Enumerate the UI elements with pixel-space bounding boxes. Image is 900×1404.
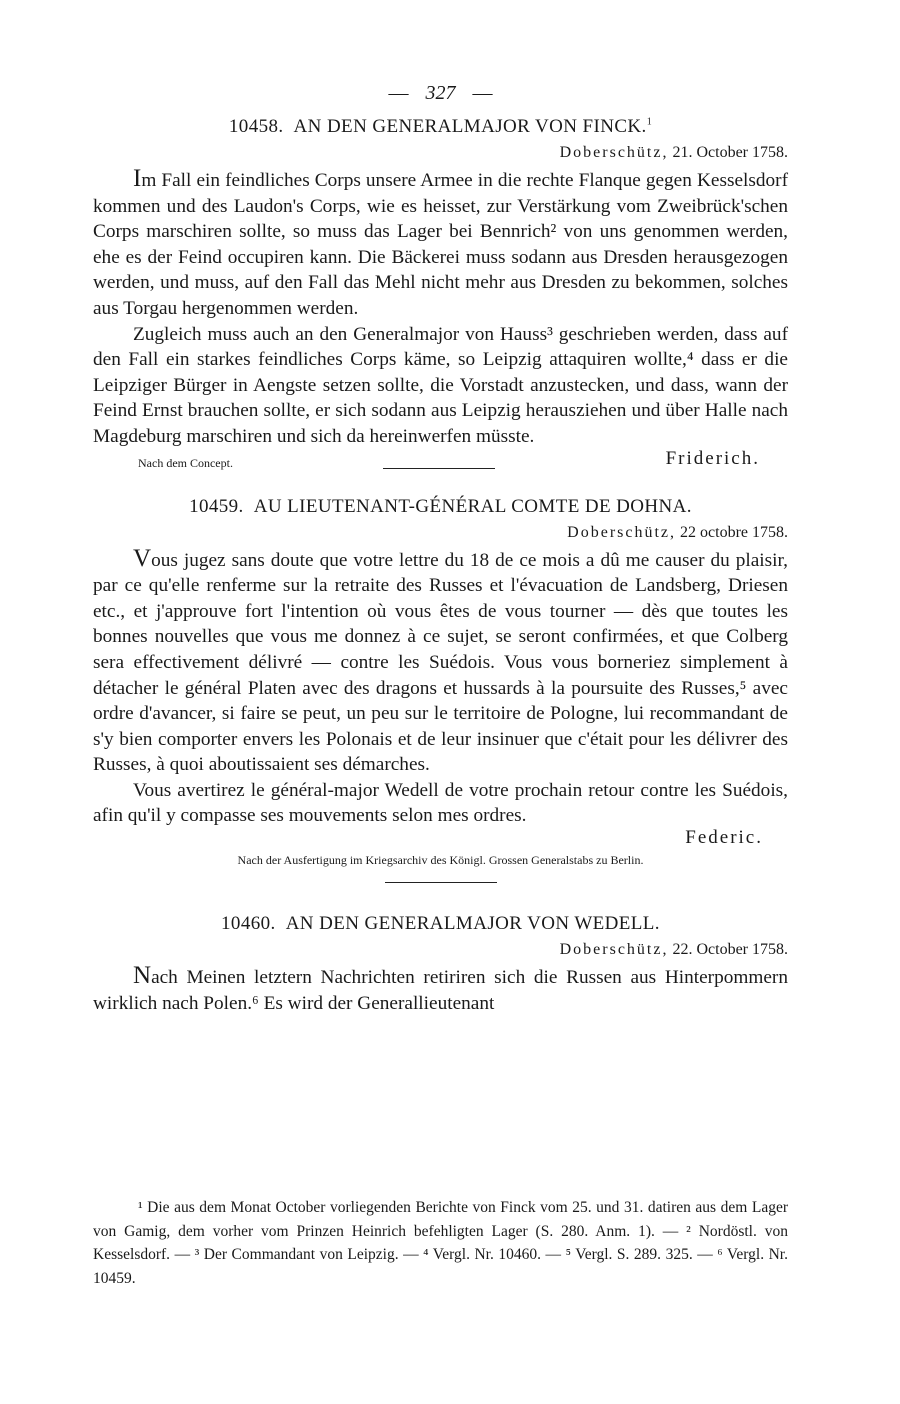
letter-heading-10459 bbox=[93, 496, 788, 518]
paragraph bbox=[93, 778, 788, 829]
paragraph bbox=[93, 166, 788, 322]
signature-line bbox=[93, 447, 788, 478]
page-body bbox=[93, 82, 788, 1016]
initial-letter: I bbox=[133, 165, 142, 192]
dateline bbox=[93, 941, 788, 959]
paragraph-text: Zugleich muss auch an den Generalmajor von Hauss³ geschrieben werden, dass auf den Fall ein starkes feindliches Corps käme, so Leipzig attaquiren wollte,⁴ dass er die Leipziger Bürger in Aengste setzen sollte, die Vorstadt anzustecken, und dass, wann der Feind Ernst brauchen sollte, er sich sodann aus Leipzig herausziehen und über Halle nach Magdeburg marschiren und sich da hereinwerfen müsste. bbox=[93, 323, 788, 447]
footnote-text: ¹ Die aus dem Monat October vorliegenden Berichte von Finck vom 25. und 31. datiren aus dem Lager von Gamig, dem vorher vom Prinzen Heinrich befehligten Lager (S. 280. Anm. 1). — ² Nordöstl. von Kesselsdorf. — ³ Der Commandant von Leipzig. — ⁴ Vergl. Nr. 10460. — ⁵ Vergl. S. 289. 325. — ⁶ Vergl. Nr. 10459. bbox=[93, 1199, 788, 1287]
section-divider bbox=[385, 882, 497, 883]
date: 22. October 1758. bbox=[672, 941, 788, 959]
place: Doberschütz, bbox=[559, 144, 669, 161]
letter-title: AN DEN GENERALMAJOR VON WEDELL. bbox=[285, 913, 660, 935]
source-note: Nach dem Concept. bbox=[138, 455, 233, 470]
paragraph bbox=[93, 963, 788, 1016]
paragraph bbox=[93, 546, 788, 778]
dateline bbox=[93, 524, 788, 542]
letter-number: 10460. bbox=[221, 913, 276, 935]
signature: Friderich. bbox=[665, 447, 760, 469]
initial-letter: N bbox=[133, 962, 152, 990]
letter-number: 10458. bbox=[228, 116, 284, 137]
paragraph-text: ach Meinen letztern Nachrichten retiriren sich die Russen aus Hinterpommern wirklich nach Polen.⁶ Es wird der Generallieutenant bbox=[93, 967, 788, 1014]
date: 21. October 1758. bbox=[672, 144, 788, 161]
folio-dash-left: — bbox=[388, 82, 409, 104]
source-note: Nach der Ausfertigung im Kriegsarchiv des Königl. Grossen Generalstabs zu Berlin. bbox=[237, 853, 644, 868]
footnote-ref: 1 bbox=[646, 116, 653, 128]
page-number: 327 bbox=[425, 82, 456, 104]
place: Doberschütz, bbox=[567, 523, 677, 541]
signature: Federic. bbox=[685, 827, 763, 849]
folio-dash-right: — bbox=[472, 82, 493, 104]
letter-heading-10460 bbox=[93, 913, 788, 935]
place: Doberschütz, bbox=[559, 941, 669, 959]
date: 22 octobre 1758. bbox=[680, 523, 788, 541]
footnotes bbox=[93, 1196, 788, 1290]
paragraph-text: Vous avertirez le général-major Wedell de votre prochain retour contre les Suédois, afin qu'il y compasse ses mouvements selon mes ordres. bbox=[93, 779, 788, 827]
paragraph-text: m Fall ein feindliches Corps unsere Armee in die rechte Flanque gegen Kesselsdorf kommen und des Laudon's Corps, wie es heisset, zur Verstärkung vom Zweibrück'schen Corps marschiren sollte, so muss das Lager bei Bennrich² von uns genommen werden, ehe es der Feind occupiren kann. Die Bäckerei muss sodann aus Dresden herausgezogen werden, und muss, auf den Fall das Mehl nicht mehr aus Dresden zu bekommen, solches aus Torgau hergenommen werden. bbox=[93, 170, 788, 319]
section-divider bbox=[383, 468, 495, 469]
dateline bbox=[93, 144, 788, 162]
letter-heading-10458 bbox=[93, 116, 788, 138]
paragraph-text: ous jugez sans doute que votre lettre du 18 de ce mois a dû me causer du plaisir, par ce qu'elle renferme sur la retraite des Russes et l'évacuation de Landsberg, Driesen etc., et j'approuve fort l'intention où vous êtes de vous tourner — dès que toutes les bonnes nouvelles que vous me donnez à ce sujet, se seront confirmées, et que Colberg sera effectivement délivré — contre les Suédois. Vous vous borneriez simplement à détacher le général Platen avec des dragons et hussards à la poursuite des Russes,⁵ avec ordre d'avancer, si faire se peut, un peu sur le territoire de Pologne, lui recommandant de s'y bien comporter envers les Polonais et de leur insinuer que c'était pour les délivrer des Russes, à quoi aboutissaient ses démarches. bbox=[93, 549, 788, 776]
letter-title: AU LIEUTENANT-GÉNÉRAL COMTE DE DOHNA. bbox=[253, 495, 692, 517]
letter-title: AN DEN GENERALMAJOR VON FINCK. bbox=[293, 116, 647, 137]
initial-letter: V bbox=[133, 544, 152, 572]
page-number-line bbox=[93, 82, 788, 116]
letter-number: 10459. bbox=[189, 495, 244, 517]
paragraph bbox=[93, 322, 788, 450]
